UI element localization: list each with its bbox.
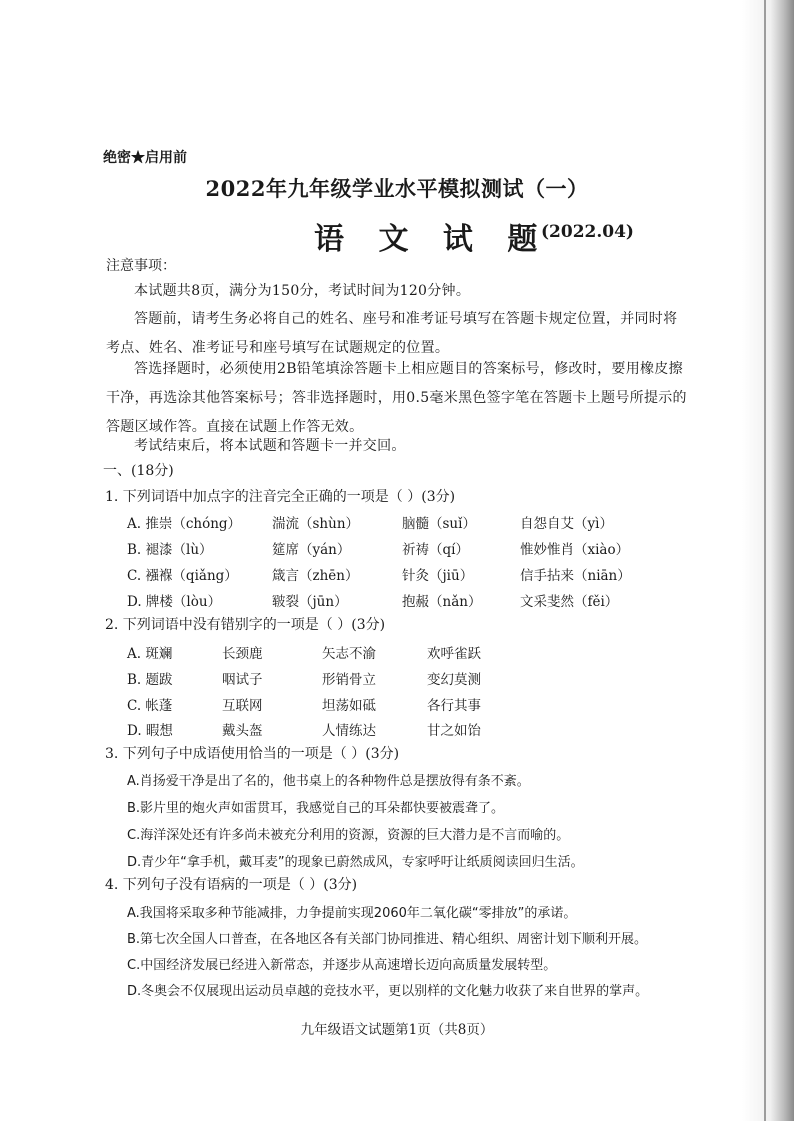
question-1-option-c: [127, 564, 667, 584]
option-text: D. 暇想: [127, 723, 173, 739]
option-text: 欢呼雀跃: [427, 646, 481, 662]
question-3-option-b: B.影片里的炮火声如雷贯耳，我感觉自己的耳朵都快要被震聋了。: [127, 801, 505, 816]
option-text: 长颈鹿: [222, 646, 263, 662]
exam-title: 2022年九年级学业水平模拟测试（一）: [205, 176, 589, 201]
question-2-option-d: [127, 719, 667, 739]
notes-heading: 注意事项：: [106, 258, 176, 274]
option-text: 箴言（zhēn）: [272, 568, 359, 584]
option-text: 祈祷（qí）: [402, 542, 469, 558]
question-3-stem: 3. 下列句子中成语使用恰当的一项是（ ）(3分): [105, 746, 400, 762]
option-text: 惟妙惟肖（xiào）: [520, 542, 630, 558]
subject-title: 语 文 试 题: [314, 222, 550, 257]
question-1-option-b: [127, 538, 667, 558]
secret-mark: 绝密★启用前: [103, 150, 187, 166]
question-3-option-d: D.青少年“拿手机，戴耳麦”的现象已蔚然成风，专家呼吁让纸质阅读回归生活。: [127, 855, 584, 870]
question-2-option-a: [127, 642, 667, 662]
option-text: 形销骨立: [322, 672, 376, 688]
question-1-stem: 1. 下列词语中加点字的注音完全正确的一项是（ ）(3分): [105, 489, 456, 505]
notes-paragraph: 本试题共8页，满分为150分，考试时间为120分钟。: [134, 283, 471, 299]
option-text: 针灸（jiū）: [402, 568, 474, 584]
option-text: 皲裂（jūn）: [272, 594, 348, 610]
question-4-stem: 4. 下列句子没有语病的一项是（ ）(3分): [105, 877, 358, 893]
option-text: B. 褪漆（lù）: [127, 542, 213, 558]
option-text: 文采斐然（fěi）: [520, 594, 619, 610]
option-text: A. 推崇（chóng）: [127, 516, 242, 532]
option-text: D. 牌楼（lòu）: [127, 594, 222, 610]
option-text: C. 襁褓（qiǎng）: [127, 568, 238, 584]
question-1-option-d: [127, 590, 667, 610]
option-text: 信手拈来（niān）: [520, 568, 631, 584]
question-2-option-c: [127, 694, 667, 714]
option-text: 人情练达: [322, 723, 376, 739]
option-text: B. 题跋: [127, 672, 173, 688]
option-text: C. 帐蓬: [127, 698, 173, 714]
notes-paragraph: 考试结束后，将本试题和答题卡一并交回。: [134, 438, 406, 454]
option-text: 脑髓（suǐ）: [402, 516, 476, 532]
option-text: 互联网: [222, 698, 263, 714]
question-4-option-d: D.冬奥会不仅展现出运动员卓越的竞技水平，更以别样的文化魅力收获了来自世界的掌声。: [127, 984, 649, 999]
section-heading: 一、(18分): [103, 463, 174, 479]
option-text: A. 斑斓: [127, 646, 173, 662]
notes-paragraph: 答题前，请考生务必将自己的姓名、座号和准考证号填写在答题卡规定位置，并同时将考点、姓名、准考证号和座号填写在试题规定的位置。: [106, 311, 678, 356]
question-3-option-c: C.海洋深处还有许多尚未被充分利用的资源，资源的巨大潜力是不言而喻的。: [127, 828, 570, 843]
option-text: 矢志不渝: [322, 646, 376, 662]
question-4-option-c: C.中国经济发展已经进入新常态，并逐步从高速增长迈向高质量发展转型。: [127, 958, 557, 973]
option-text: 咽试子: [222, 672, 263, 688]
notes-paragraph: 答选择题时，必须使用2B铅笔填涂答题卡上相应题目的答案标号，修改时，要用橡皮擦干净，再选涂其他答案标号；答非选择题时，用0.5毫米黑色签字笔在答题卡上题号所提示的答题区域作答。直接在试题上作答无效。: [106, 361, 687, 435]
question-1-option-a: [127, 512, 667, 532]
option-text: 坦荡如砥: [322, 698, 376, 714]
option-text: 自怨自艾（yì）: [520, 516, 613, 532]
option-text: 湍流（shùn）: [272, 516, 360, 532]
option-text: 变幻莫测: [427, 672, 481, 688]
question-2-stem: 2. 下列词语中没有错别字的一项是（ ）(3分): [105, 617, 386, 633]
question-4-option-a: A.我国将采取多种节能减排，力争提前实现2060年二氧化碳“零排放”的承诺。: [127, 906, 577, 921]
question-4-option-b: B.第七次全国人口普查，在各地区各有关部门协同推进、精心组织、周密计划下顺利开展。: [127, 932, 648, 947]
option-text: 抱赧（nǎn）: [402, 594, 482, 610]
exam-date: (2022.04): [541, 222, 634, 242]
option-text: 戴头盔: [222, 723, 263, 739]
option-text: 甘之如饴: [427, 723, 481, 739]
option-text: 筵席（yán）: [272, 542, 351, 558]
option-text: 各行其事: [427, 698, 481, 714]
question-3-option-a: A.肖扬爱干净是出了名的，他书桌上的各种物件总是摆放得有条不紊。: [127, 774, 530, 789]
page-footer: 九年级语文试题第1页（共8页）: [300, 1022, 494, 1038]
question-2-option-b: [127, 668, 667, 688]
